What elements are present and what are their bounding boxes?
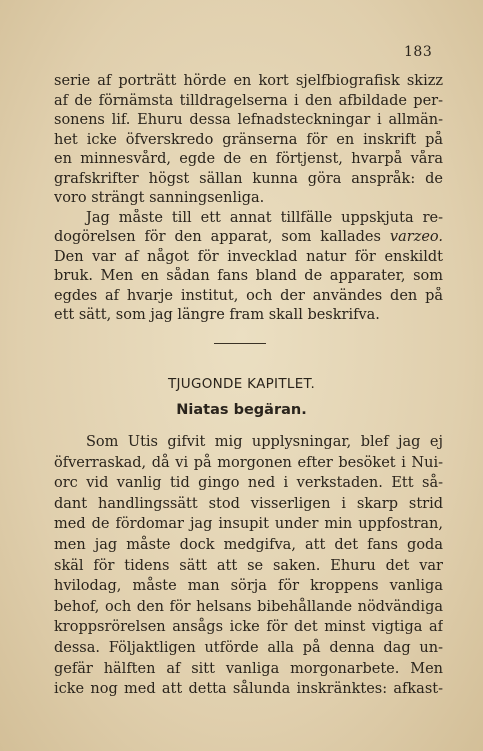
text-line [54, 228, 443, 248]
text-line: Den var af något för invecklad natur för enskildt [54, 248, 443, 265]
text-line: kroppsrörelsen ansågs icke för det minst vigtiga af [54, 619, 443, 636]
text-line: hvilodag, måste man sörja för kroppens vanliga [54, 578, 443, 595]
text-line: serie af porträtt hörde en kort sjelfbiografisk skizz [54, 73, 443, 89]
chapter-body [54, 432, 443, 700]
text-line: grafskrifter högst sällan kunna göra anspråk: de [54, 170, 443, 187]
section-divider [214, 343, 266, 344]
text-line: en minnesvård, egde de en förtjenst, hvarpå våra [54, 151, 443, 167]
text-line: dant handlingssätt stod visserligen i skarp strid [54, 495, 443, 512]
text-line: af de förnämsta tilldragelserna i den afbildade per- [54, 92, 443, 109]
paragraph-block [54, 72, 443, 326]
italic-word: varzeo. [389, 229, 443, 245]
chapter-heading: TJUGONDE KAPITLET. [167, 376, 316, 392]
text-line: med de fördomar jag insupit under min uppfostran, [54, 516, 443, 533]
text-line: gefär hälften af sitt vanliga morgonarbete. Men [54, 660, 443, 677]
text-line: egdes af hvarje institut, och der användes den på [54, 287, 443, 304]
text-line: voro strängt sanningsenliga. [54, 190, 265, 206]
text-line: ett sätt, som jag längre fram skall beskrifva. [54, 307, 380, 323]
text-line: men jag måste dock medgifva, att det fans goda [54, 536, 443, 553]
text-line: icke nog med att detta sålunda inskränktes: afkast- [54, 681, 443, 698]
text-line: behof, och den för helsans bibehållande nödvändiga [54, 598, 443, 615]
text-line: skäl för tidens sätt att se saken. Ehuru det var [54, 557, 443, 574]
chapter-title: Niatas begäran. [176, 402, 307, 418]
text-line: bruk. Men en sådan fans bland de apparater, som [54, 268, 443, 284]
text-line: Som Utis gifvit mig upplysningar, blef jag ej [86, 434, 443, 450]
text-line: dessa. Följaktligen utförde alla på denna dag un- [54, 639, 443, 656]
text-line: orc vid vanlig tid gingo ned i verkstaden. Ett så- [54, 475, 443, 492]
text-fragment: dogörelsen för den apparat, som kallades [54, 229, 381, 245]
text-line: öfverraskad, då vi på morgonen efter besöket i Nui- [54, 454, 443, 471]
text-line: het icke öfverskredo gränserna för en inskrift på [54, 131, 443, 148]
page-number: 183 [404, 44, 433, 60]
text-line: sonens lif. Ehuru dessa lefnadsteckningar i allmän- [54, 112, 443, 128]
text-line: Jag måste till ett annat tillfälle uppskjuta re- [86, 209, 443, 226]
